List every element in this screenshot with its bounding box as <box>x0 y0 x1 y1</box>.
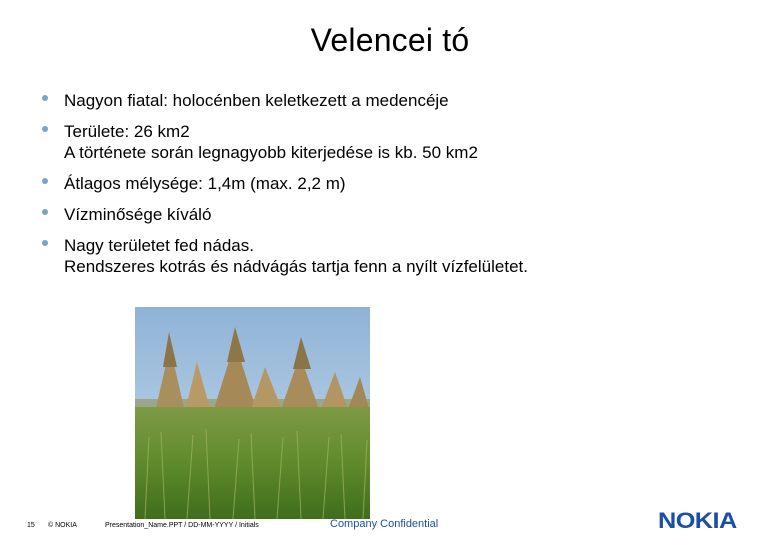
slide-title: Velencei tó <box>310 22 470 58</box>
nokia-logo: NOKIA <box>658 508 737 533</box>
bullet-text: Területe: 26 km2 <box>64 122 190 141</box>
bullet-dot-icon <box>42 126 48 132</box>
bullet-item <box>42 235 762 277</box>
bullet-dot-icon <box>42 95 48 101</box>
filename-text: Presentation_Name.PPT / DD-MM-YYYY / Initials <box>105 522 259 529</box>
bullet-list <box>42 90 762 287</box>
bullet-text: Átlagos mélysége: 1,4m (max. 2,2 m) <box>64 174 346 193</box>
copyright-text: © NOKIA <box>48 522 77 529</box>
page-number: 15 <box>27 522 35 529</box>
bullet-text: Vízminősége kíváló <box>64 205 212 224</box>
bullet-text: A története során legnagyobb kiterjedése is kb. 50 km2 <box>64 143 478 162</box>
reed-field-photo <box>135 307 370 519</box>
bullet-item <box>42 204 762 225</box>
bullet-item <box>42 121 762 163</box>
bullet-dot-icon <box>42 178 48 184</box>
bullet-dot-icon <box>42 240 48 246</box>
bullet-item <box>42 173 762 194</box>
bullet-dot-icon <box>42 209 48 215</box>
confidential-label: Company Confidential <box>330 518 439 530</box>
bullet-text: Nagyon fiatal: holocénben keletkezett a medencéje <box>64 91 449 110</box>
bullet-text: Rendszeres kotrás és nádvágás tartja fenn a nyílt vízfelületet. <box>64 257 528 276</box>
bullet-text: Nagy területet fed nádas. <box>64 236 254 255</box>
bullet-item <box>42 90 762 111</box>
